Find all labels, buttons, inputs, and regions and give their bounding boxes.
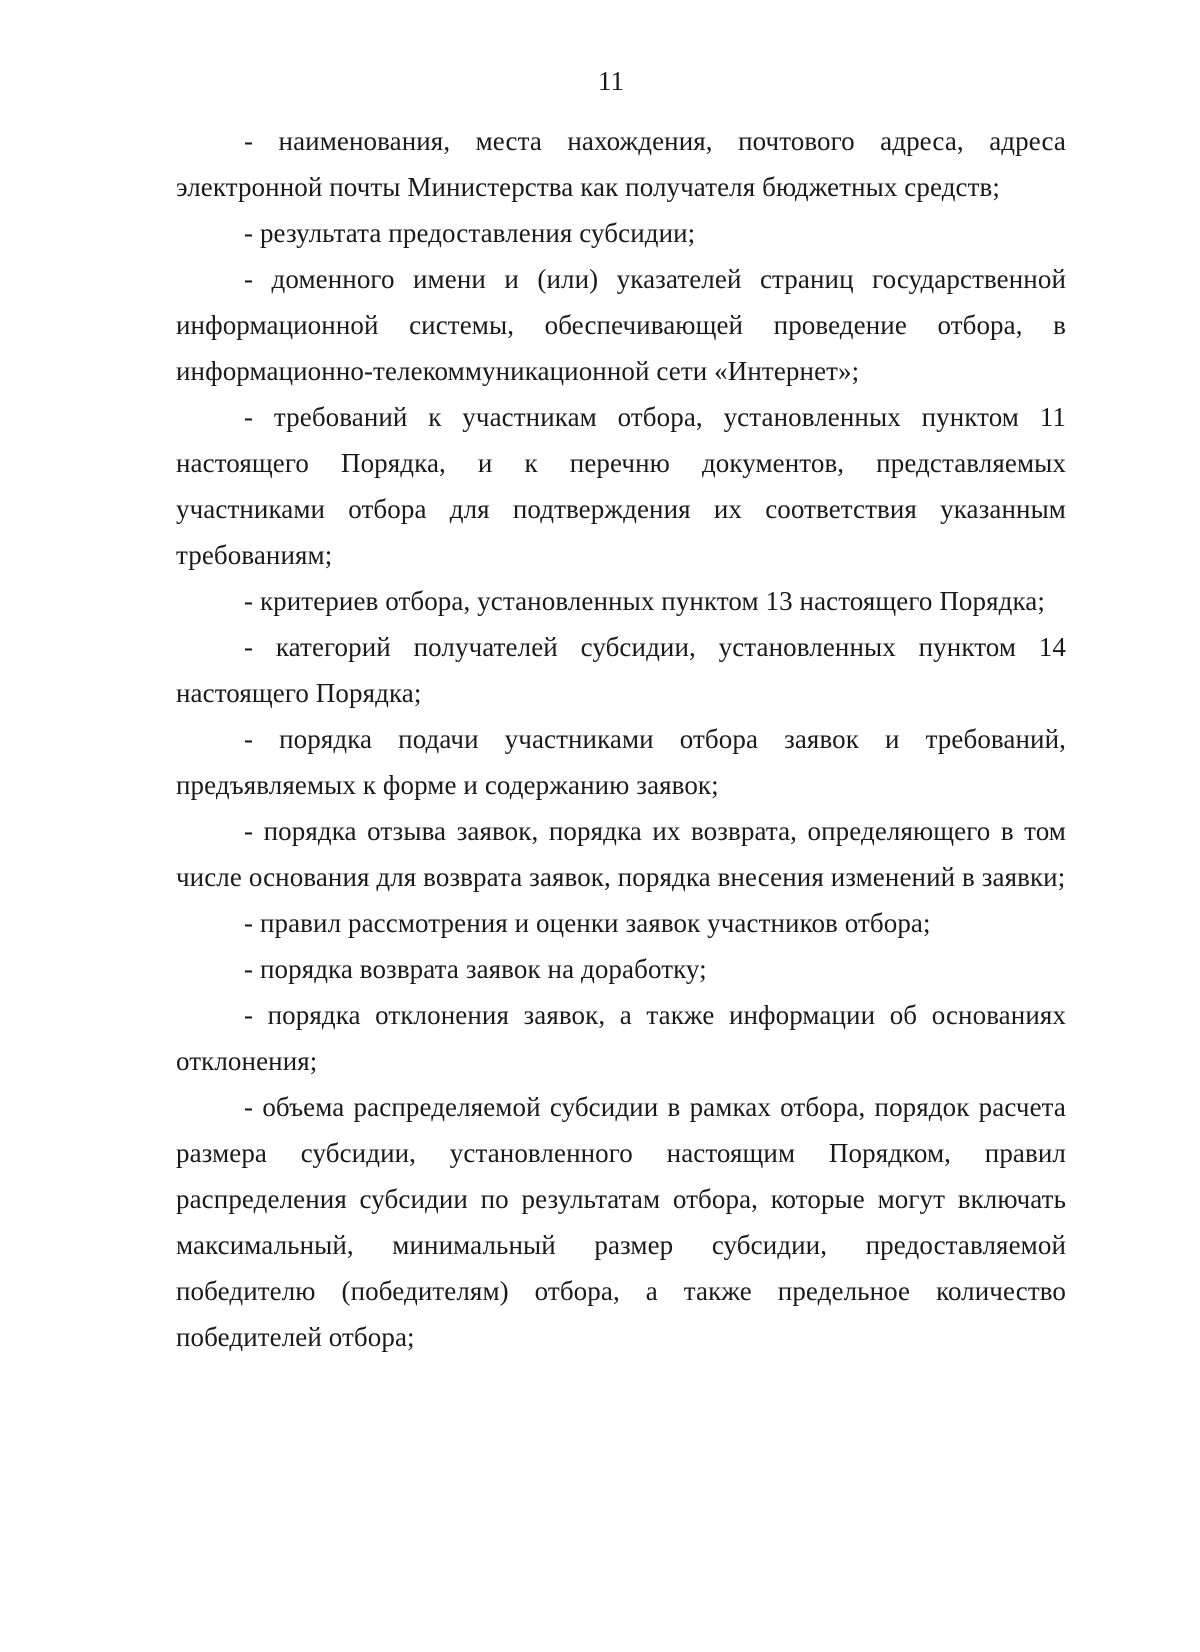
list-item: - категорий получателей субсидии, установленных пунктом 14 настоящего Порядка; xyxy=(176,632,1066,708)
list-item: - правил рассмотрения и оценки заявок участников отбора; xyxy=(244,908,931,938)
list-item: - порядка подачи участниками отбора заявок и требований, предъявляемых к форме и содержанию заявок; xyxy=(176,724,1066,800)
list-item: - критериев отбора, установленных пунктом 13 настоящего Порядка; xyxy=(244,586,1045,616)
list-item: - порядка возврата заявок на доработку; xyxy=(244,954,707,984)
list-item: - порядка отзыва заявок, порядка их возврата, определяющего в том числе основания для возврата заявок, порядка внесения изменений в заявки; xyxy=(176,816,1066,892)
list-item: - доменного имени и (или) указателей страниц государственной информационной системы, обеспечивающей проведение отбора, в информационно-телекоммуникационной сети «Интернет»; xyxy=(176,264,1066,386)
list-item: - порядка отклонения заявок, а также информации об основаниях отклонения; xyxy=(176,1000,1066,1076)
list-item: - требований к участникам отбора, установленных пунктом 11 настоящего Порядка, и к перечню документов, представляемых участниками отбора для подтверждения их соответствия указанным требованиям; xyxy=(176,402,1066,570)
document-body xyxy=(176,118,1066,1360)
list-item: - результата предоставления субсидии; xyxy=(244,218,696,248)
page-number: 11 xyxy=(598,66,624,96)
list-item: - объема распределяемой субсидии в рамках отбора, порядок расчета размера субсидии, установленного настоящим Порядком, правил распределения субсидии по результатам отбора, которые могут включать максимальный, минимальный размер субсидии, предоставляемой победителю (победителям) отбора, а также предельное количество победителей отбора; xyxy=(176,1092,1066,1352)
list-item: - наименования, места нахождения, почтового адреса, адреса электронной почты Министерства как получателя бюджетных средств; xyxy=(176,126,1066,202)
